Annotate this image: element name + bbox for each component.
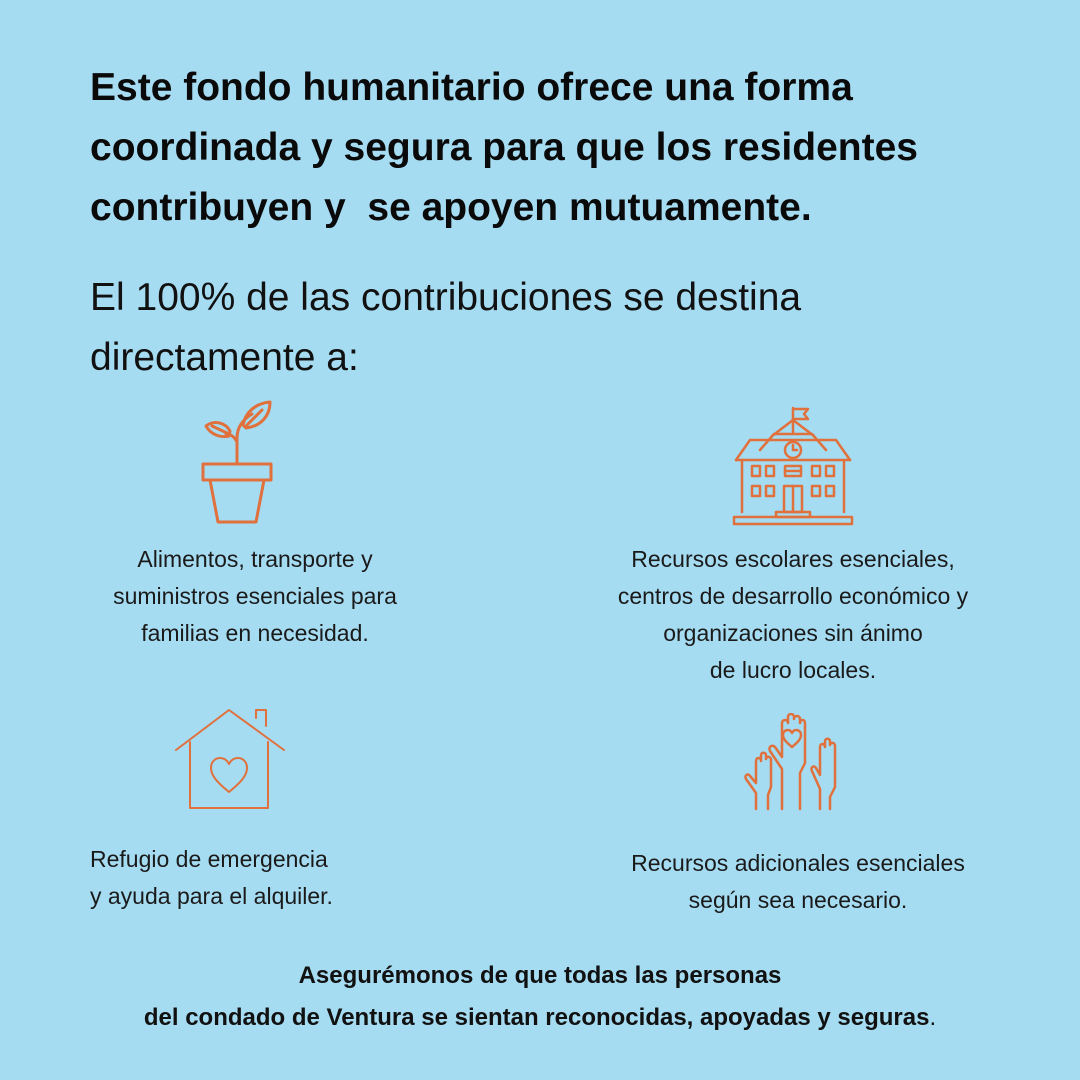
caption-line: centros de desarrollo económico y (617, 583, 969, 609)
caption-line: Recursos adicionales esenciales (631, 850, 965, 876)
footer-period: . (929, 1004, 937, 1031)
potted-plant-icon (196, 398, 278, 528)
lead-line: directamente a: (90, 336, 359, 379)
headline (90, 58, 1050, 238)
caption-additional-resources (578, 845, 1018, 919)
footer-line-text: del condado de Ventura se sientan reconocidas, apoyadas y seguras (143, 1004, 930, 1031)
caption-line: suministros esenciales para (113, 583, 397, 609)
caption-line: Recursos escolares esenciales, (631, 546, 955, 572)
caption-line: Refugio de emergencia (90, 846, 328, 872)
house-heart-icon (174, 706, 286, 810)
headline-line: contribuyen y se apoyen mutuamente. (90, 186, 812, 229)
headline-line: Este fondo humanitario ofrece una forma (90, 66, 853, 109)
caption-food-transport (60, 541, 450, 652)
caption-line: y ayuda para el alquiler. (90, 883, 333, 909)
headline-line: coordinada y segura para que los residentes (90, 126, 918, 169)
caption-emergency-shelter (90, 841, 390, 915)
lead-line: El 100% de las contribuciones se destina (90, 276, 802, 319)
caption-line: familias en necesidad. (141, 620, 369, 646)
caption-line: de lucro locales. (709, 657, 877, 683)
footer-message (0, 955, 1080, 1039)
caption-school-resources (568, 541, 1018, 689)
raised-hands-heart-icon (742, 713, 840, 811)
caption-line: según sea necesario. (688, 887, 908, 913)
caption-line: organizaciones sin ánimo (663, 620, 923, 646)
footer-line: Asegurémonos de que todas las personas (298, 962, 782, 989)
school-building-icon (732, 406, 854, 528)
footer-line (0, 997, 1080, 1039)
lead-text (90, 268, 990, 388)
caption-line: Alimentos, transporte y (137, 546, 373, 572)
